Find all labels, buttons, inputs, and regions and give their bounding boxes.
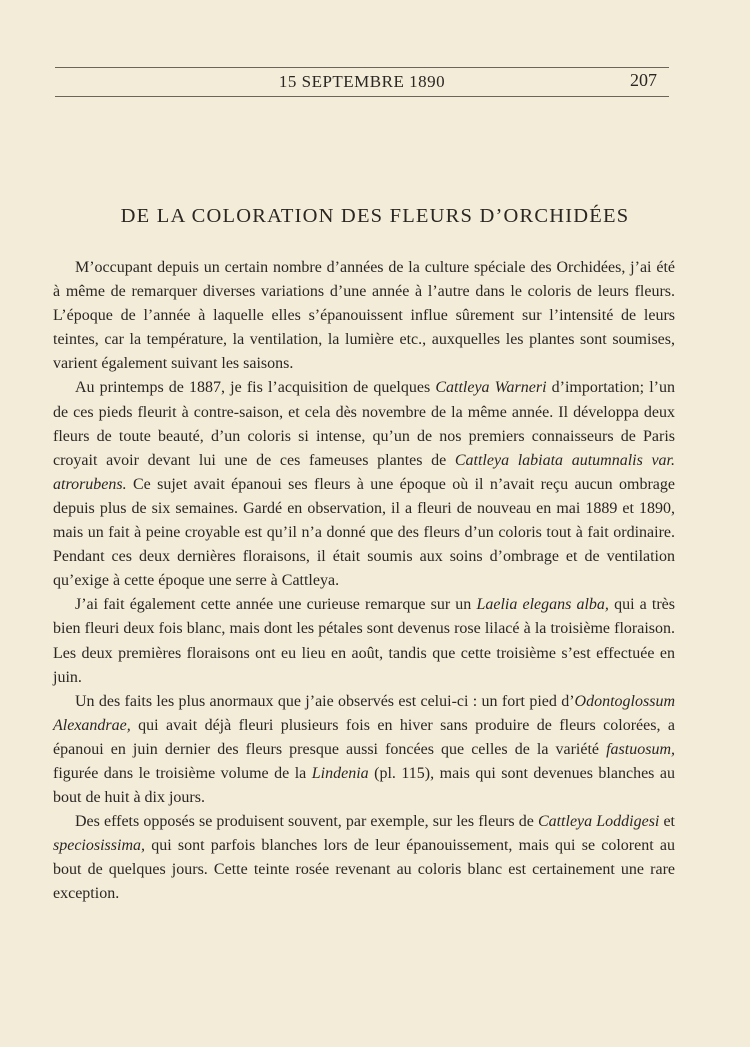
paragraph: [53, 593, 675, 689]
paragraph: [53, 810, 675, 906]
text-run: qui avait déjà fleuri plusieurs fois en hiver sans produire de fleurs colorées, a épanoui en juin dernier des fleurs presque aussi foncées que celles de la variété: [53, 716, 675, 758]
article-title: DE LA COLORATION DES FLEURS D’ORCHIDÉES: [120, 205, 630, 227]
header-rule-top: [55, 67, 669, 68]
header-date: 15 SEPTEMBRE 1890: [278, 72, 446, 91]
text-run: Au printemps de 1887, je fis l’acquisition de quelques: [75, 379, 436, 397]
paragraph: [53, 256, 675, 376]
text-run: qui a très bien fleuri deux fois blanc, mais dont les pétales sont devenus rose lilacé à la troisième floraison. Les deux premières floraisons ont eu lieu en août, tandis que cette troisième s’est effectuée en juin.: [53, 596, 676, 686]
page-number: 207: [630, 70, 657, 90]
italic-run: Lindenia: [311, 764, 369, 782]
italic-run: Laelia elegans alba,: [476, 596, 609, 614]
text-run: Des effets opposés se produisent souvent, par exemple, sur les fleurs de: [75, 813, 538, 831]
italic-run: Cattleya labiata autumnalis var. atrorubens.: [53, 451, 676, 493]
text-run: J’ai fait également cette année une curieuse remarque sur un: [75, 596, 477, 614]
italic-run: Cattleya Warneri: [435, 379, 547, 397]
italic-run: speciosissima,: [53, 837, 145, 855]
paragraph: [53, 690, 675, 810]
text-run: Un des faits les plus anormaux que j’aie observés est celui-ci : un fort pied d’: [75, 692, 575, 710]
text-run: qui sont parfois blanches lors de leur épanouissement, mais qui se colorent au bout de quelques jours. Cette teinte rosée revenant au coloris blanc est certainement une rare exception.: [53, 837, 675, 903]
text-run: figurée dans le troisième volume de la: [53, 764, 312, 782]
italic-run: fastuosum,: [606, 740, 675, 758]
italic-run: Cattleya Loddigesi: [537, 813, 660, 831]
text-run: d’importation; l’un de ces pieds fleurit à contre-saison, et cela dès novembre de la même année. Il développa deux fleurs de toute beauté, d’un coloris si intense, qu’un de nos premiers connaisseurs de Paris croyait avoir devant lui une de ces fameuses plantes de: [53, 379, 675, 469]
italic-run: Odontoglossum Alexandrae,: [53, 692, 675, 734]
text-run: (pl. 115), mais qui sont devenues blanches au bout de huit à dix jours.: [53, 764, 676, 807]
paragraph: [53, 376, 675, 593]
text-run: Ce sujet avait épanoui ses fleurs à une époque où il n’avait reçu aucun ombrage depuis plus de six semaines. Gardé en observation, il a fleuri de nouveau en mai 1889 et 1890, mais un fait à peine croyable est qu’il n’a donné que des fleurs d’un coloris tout à fait ordinaire. Pendant ces deux dernières floraisons, il était soumis aux soins d’ombrage et de ventilation qu’exige à cette époque une serre à Cattleya.: [53, 475, 675, 590]
article-body: [53, 256, 675, 907]
header-rule-bottom: [55, 96, 669, 97]
text-run: M’occupant depuis un certain nombre d’années de la culture spéciale des Orchidées, j’ai été à même de remarquer diverses variations d’une année à l’autre dans le coloris de leurs fleurs. L’époque de l’année à laquelle elles s’épanouissent influe sûrement sur l’intensité de leurs teintes, car la température, la ventilation, la lumière etc., auxquelles les plantes sont soumises, varient également suivant les saisons.: [53, 259, 675, 373]
text-run: et: [659, 813, 675, 831]
